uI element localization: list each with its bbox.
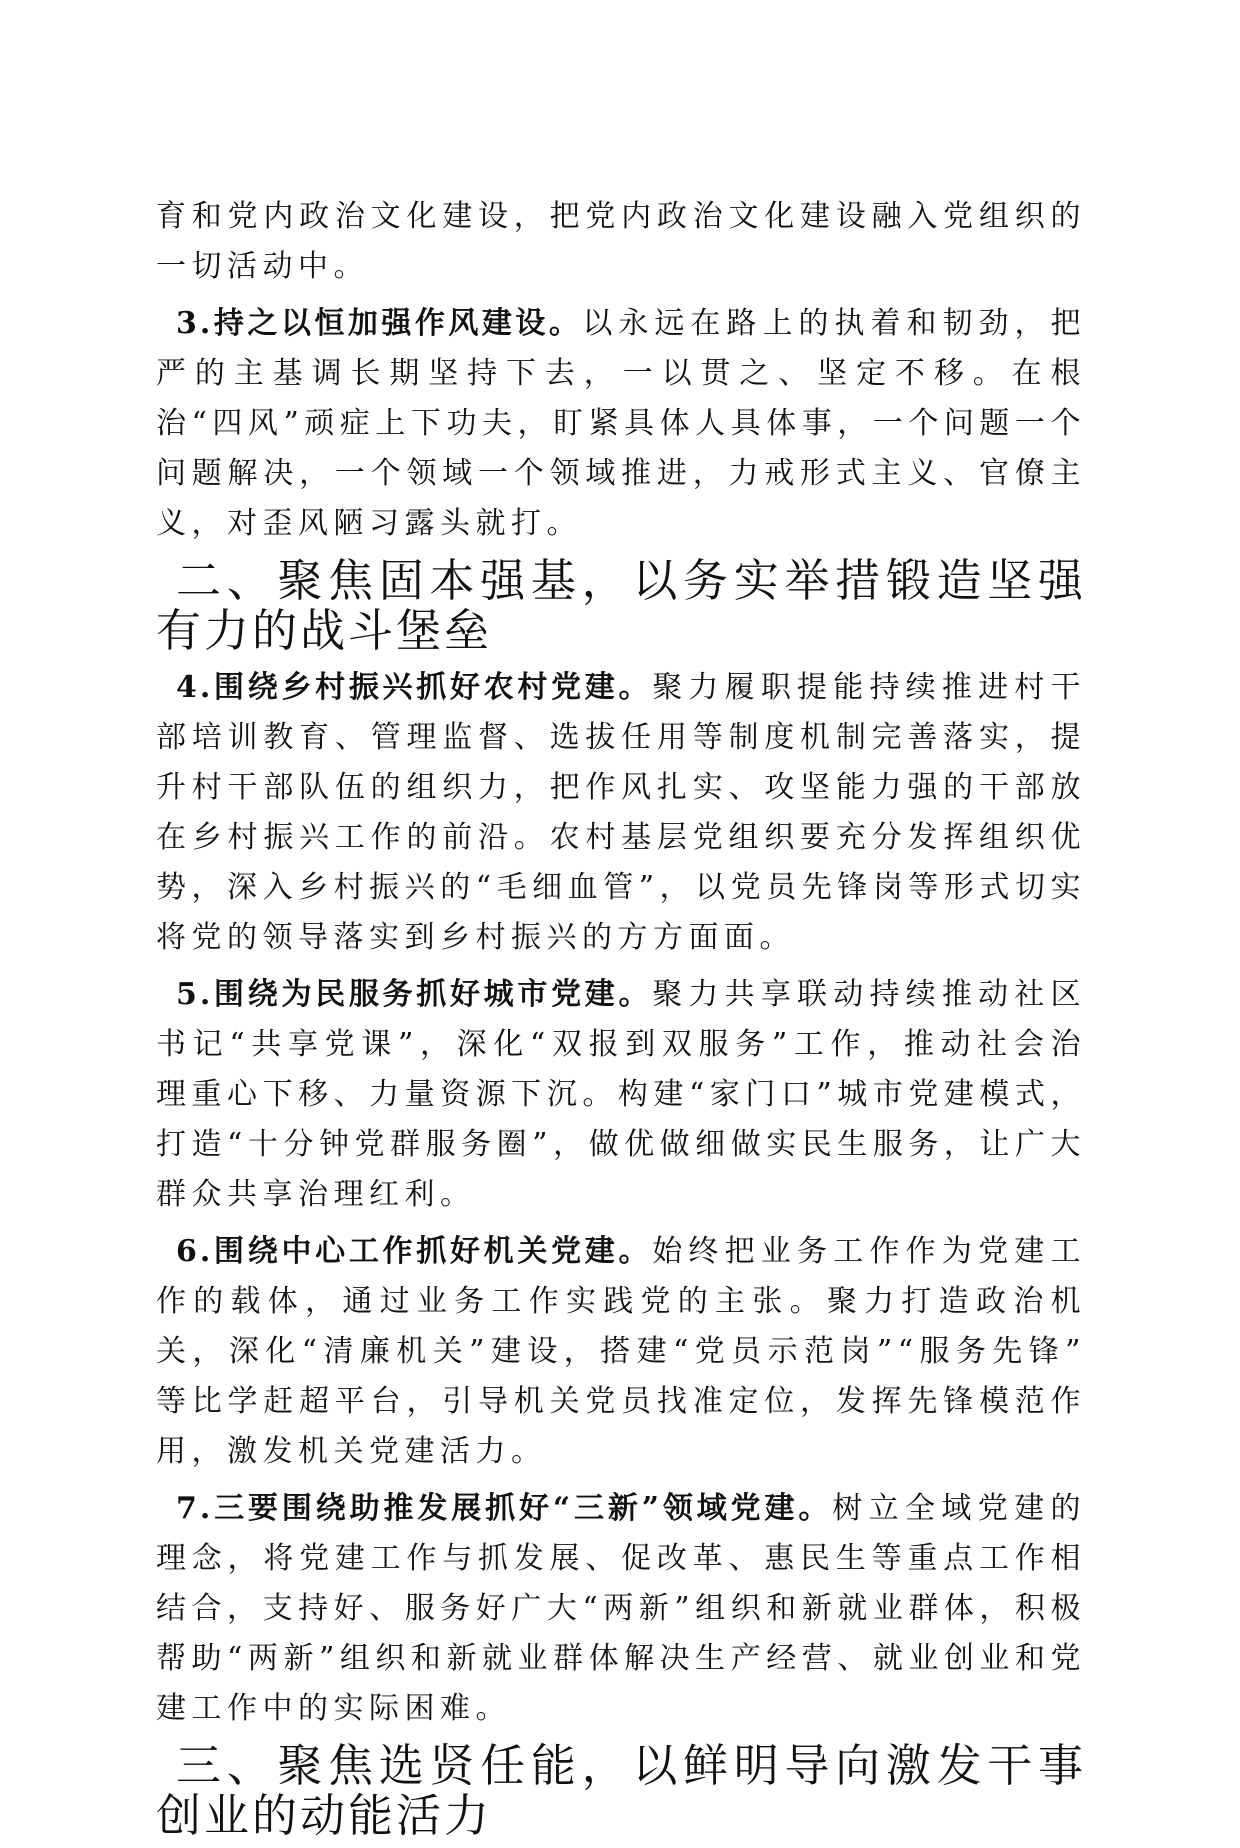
paragraph-item-3: [156, 299, 1086, 549]
paragraph-text: 聚力履职提能持续推进村干部培训教育、管理监督、选拔任用等制度机制完善落实，提升村干部队伍的组织力，把作风扎实、攻坚能力强的干部放在乡村振兴工作的前沿。农村基层党组织要充分发挥组织优势，深入乡村振兴的“毛细血管”，以党员先锋岗等形式切实将党的领导落实到乡村振兴的方方面面。: [156, 670, 1086, 955]
paragraph-lead: 6.围绕中心工作抓好机关党建。: [176, 1234, 653, 1269]
paragraph-lead: 7.三要围绕助推发展抓好“三新”领域党建。: [176, 1491, 833, 1526]
section-heading-2: 二、聚焦固本强基，以务实举措锻造坚强有力的战斗堡垒: [156, 554, 1086, 657]
paragraph-text: 育和党内政治文化建设，把党内政治文化建设融入党组织的一切活动中。: [156, 199, 1086, 284]
paragraph-item-5: [156, 970, 1086, 1220]
document-page: [156, 192, 1086, 1848]
paragraph-continuation: [156, 192, 1086, 292]
paragraph-lead: 3.持之以恒加强作风建设。: [176, 306, 583, 341]
paragraph-text: 聚力共享联动持续推动社区书记“共享党课”，深化“双报到双服务”工作，推动社会治理重心下移、力量资源下沉。构建“家门口”城市党建模式，打造“十分钟党群服务圈”，做优做细做实民生服务，让广大群众共享治理红利。: [156, 977, 1086, 1212]
paragraph-item-7: [156, 1484, 1086, 1734]
paragraph-text: 始终把业务工作作为党建工作的载体，通过业务工作实践党的主张。聚力打造政治机关，深化“清廉机关”建设，搭建“党员示范岗”“服务先锋” 等比学赶超平台，引导机关党员找准定位，发挥先锋模范作用，激发机关党建活力。: [156, 1234, 1086, 1469]
paragraph-text: 以永远在路上的执着和韧劲，把严的主基调长期坚持下去，一以贯之、坚定不移。在根治“四风”顽症上下功夫，盯紧具体人具体事，一个问题一个问题解决，一个领域一个领域推进，力戒形式主义、官僚主义，对歪风陋习露头就打。: [156, 306, 1086, 541]
paragraph-item-6: [156, 1227, 1086, 1477]
section-heading-3: 三、聚焦选贤任能，以鲜明导向激发干事创业的动能活力: [156, 1739, 1086, 1842]
paragraph-lead: 5.围绕为民服务抓好城市党建。: [176, 977, 653, 1012]
paragraph-text: 树立全域党建的理念，将党建工作与抓发展、促改革、惠民生等重点工作相结合，支持好、服务好广大“两新”组织和新就业群体，积极帮助“两新”组织和新就业群体解决生产经营、就业创业和党建工作中的实际困难。: [156, 1491, 1086, 1726]
paragraph-lead: 4.围绕乡村振兴抓好农村党建。: [176, 670, 653, 705]
paragraph-item-4: [156, 663, 1086, 963]
